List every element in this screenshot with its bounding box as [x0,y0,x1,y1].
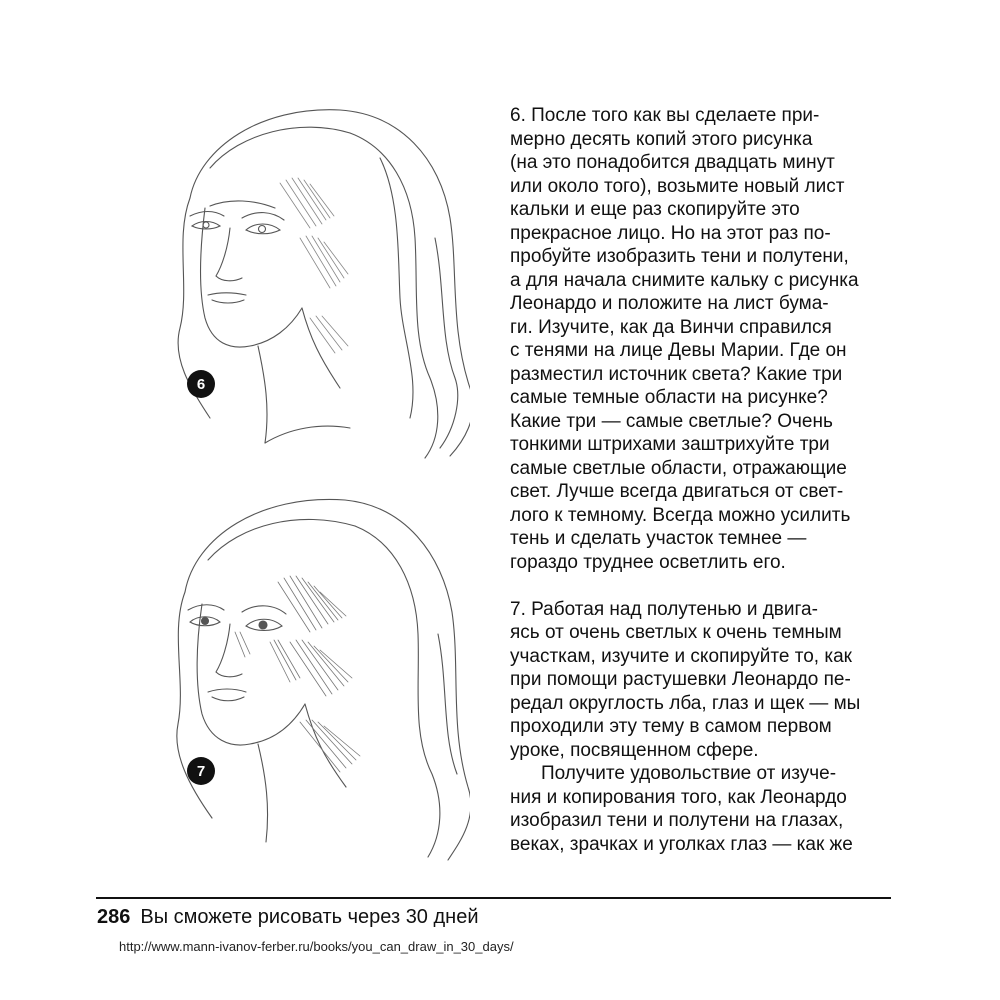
text-line: Получите удовольствие от изуче- [541,763,837,784]
illustration-step-6 [150,88,470,460]
text-line: ги. Изучите, как да Винчи справился [510,316,832,338]
text-line: изобразил тени и полутени на глазах, [510,810,844,831]
text-line: самые темные области на рисунке? [510,387,828,408]
text-line: ясь от очень светлых к очень темным [510,622,842,643]
text-line: при помощи растушевки Леонардо пе- [510,669,851,690]
step-badge-6: 6 [187,370,215,398]
text-line: кальки и еще раз скопируйте это [510,199,800,220]
text-line: лого к темному. Всегда можно усилить [510,504,851,526]
text-line: мерно десять копий этого рисунка [510,128,813,150]
madonna-face-sketch-shaded-icon [150,482,470,862]
text-line: разместил источник света? Какие три [510,363,843,385]
paragraph-gap [510,574,890,598]
source-url: http://www.mann-ivanov-ferber.ru/books/you_can_draw_in_30_days/ [119,939,514,954]
text-line: свет. Лучше всегда двигаться от свет- [510,481,844,502]
text-line: участкам, изучите и скопируйте то, как [510,645,852,667]
text-line: 6. После того как вы сделаете при- [510,105,820,126]
text-line: гораздо труднее осветлить его. [510,551,786,573]
text-line: (на это понадобится двадцать минут [510,152,835,173]
text-line: проходили эту тему в самом первом [510,716,832,737]
body-text [510,104,890,856]
running-footer [97,906,479,929]
text-line: самые светлые области, отражающие [510,457,847,479]
text-line: редал округлость лба, глаз и щек — мы [510,692,861,714]
step-badge-7: 7 [187,757,215,785]
page-number: 286 [97,906,131,928]
illustration-step-7 [150,482,470,862]
footer-rule [96,897,891,899]
text-line: тонкими штрихами заштрихуйте три [510,434,830,455]
text-line: веках, зрачках и уголках глаз — как же [510,833,853,855]
text-line: с тенями на лице Девы Марии. Где он [510,340,847,361]
book-title: Вы сможете рисовать через 30 дней [140,906,479,928]
text-line: Какие три — самые светлые? Очень [510,410,833,432]
text-line: пробуйте изобразить тени и полутени, [510,246,849,267]
text-line: 7. Работая над полутенью и двига- [510,598,818,620]
text-line: или около того), возьмите новый лист [510,175,845,197]
text-line: ния и копирования того, как Леонардо [510,786,847,808]
text-line: тень и сделать участок темнее — [510,528,807,549]
madonna-face-sketch-light-icon [150,88,470,460]
text-line: уроке, посвященном сфере. [510,739,759,761]
text-line: прекрасное лицо. Но на этот раз по- [510,222,831,244]
text-line: а для начала снимите кальку с рисунка [510,269,859,291]
text-line: Леонардо и положите на лист бума- [510,293,829,314]
